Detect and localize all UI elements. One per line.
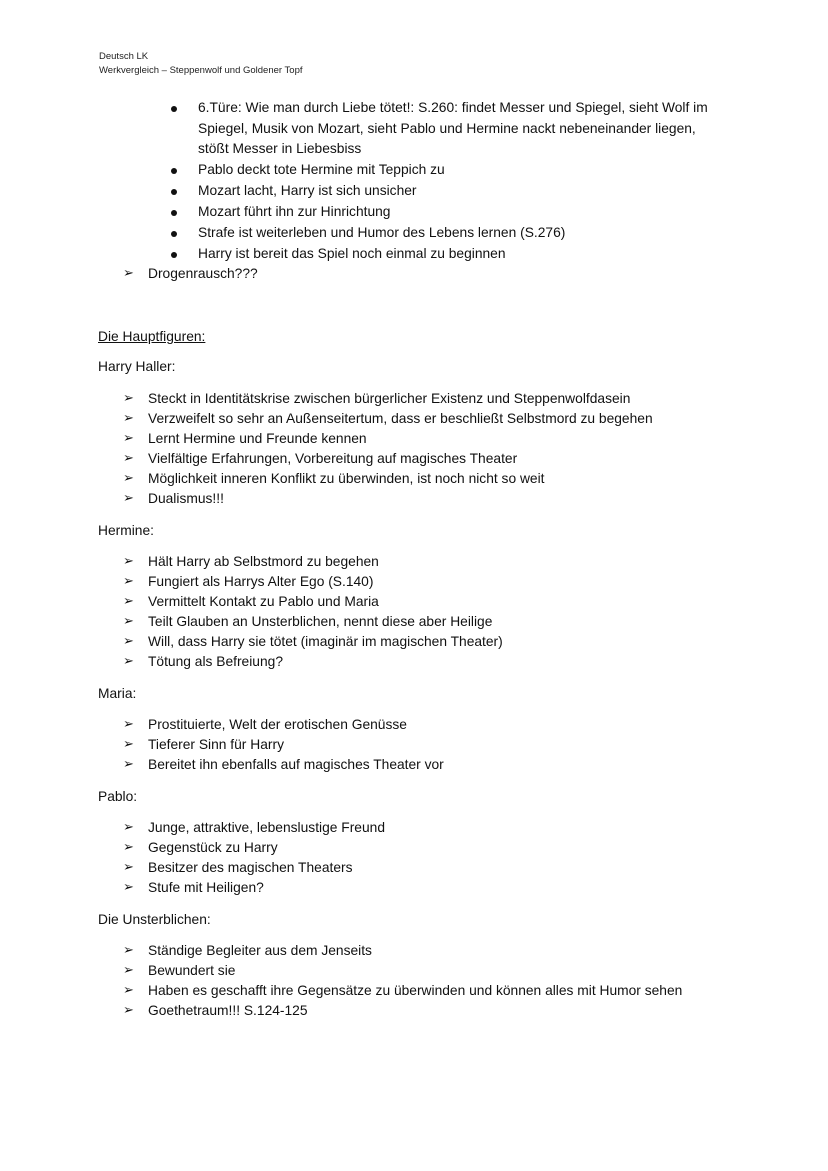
- list-item: Haben es geschafft ihre Gegensätze zu überwinden und können alles mit Humor sehen: [148, 983, 683, 998]
- list-item: Vielfältige Erfahrungen, Vorbereitung auf magisches Theater: [148, 451, 518, 466]
- character-heading-pablo: Pablo:: [98, 789, 138, 804]
- list-item: Pablo deckt tote Hermine mit Teppich zu: [198, 162, 445, 177]
- list-item: Lernt Hermine und Freunde kennen: [148, 431, 367, 446]
- list-item: Prostituierte, Welt der erotischen Genüsse: [148, 717, 407, 732]
- section-title: Die Hauptfiguren:: [98, 329, 206, 344]
- arrow-bullet-icon: ➢: [123, 593, 134, 608]
- list-item-continuation: stößt Messer in Liebesbiss: [198, 141, 362, 156]
- arrow-bullet-icon: ➢: [123, 859, 134, 874]
- list-item: Tötung als Befreiung?: [148, 654, 283, 669]
- arrow-bullet-icon: ➢: [123, 450, 134, 465]
- list-item: Ständige Begleiter aus dem Jenseits: [148, 943, 372, 958]
- page-header: [99, 50, 303, 78]
- list-item: Harry ist bereit das Spiel noch einmal zu beginnen: [198, 246, 506, 261]
- arrow-bullet-icon: ➢: [123, 982, 134, 997]
- arrow-bullet-icon: ➢: [123, 390, 134, 405]
- list-item-continuation: Spiegel, Musik von Mozart, sieht Pablo und Hermine nackt nebeneinander liegen,: [198, 121, 696, 136]
- arrow-bullet-icon: ➢: [123, 736, 134, 751]
- list-item: Dualismus!!!: [148, 491, 224, 506]
- arrow-bullet-icon: ➢: [123, 613, 134, 628]
- character-heading-unsterbliche: Die Unsterblichen:: [98, 912, 211, 927]
- list-item: Stufe mit Heiligen?: [148, 880, 264, 895]
- list-item: Mozart lacht, Harry ist sich unsicher: [198, 183, 417, 198]
- bullet-dot: [171, 106, 177, 112]
- list-item: Goethetraum!!! S.124-125: [148, 1003, 308, 1018]
- list-item: Will, dass Harry sie tötet (imaginär im magischen Theater): [148, 634, 503, 649]
- arrow-bullet-icon: ➢: [123, 573, 134, 588]
- arrow-bullet-icon: ➢: [123, 633, 134, 648]
- bullet-dot: [171, 189, 177, 195]
- arrow-bullet-icon: ➢: [123, 430, 134, 445]
- bullet-dot: [171, 168, 177, 174]
- character-heading-harry: Harry Haller:: [98, 359, 176, 374]
- character-heading-maria: Maria:: [98, 686, 137, 701]
- arrow-bullet-icon: ➢: [123, 553, 134, 568]
- list-item: Bereitet ihn ebenfalls auf magisches Theater vor: [148, 757, 444, 772]
- list-item: Hält Harry ab Selbstmord zu begehen: [148, 554, 379, 569]
- list-item: Bewundert sie: [148, 963, 236, 978]
- arrow-bullet-icon: ➢: [123, 756, 134, 771]
- bullet-dot: [171, 231, 177, 237]
- list-item: Verzweifelt so sehr an Außenseitertum, dass er beschließt Selbstmord zu begehen: [148, 411, 653, 426]
- list-item: Mozart führt ihn zur Hinrichtung: [198, 204, 391, 219]
- list-item: Teilt Glauben an Unsterblichen, nennt diese aber Heilige: [148, 614, 493, 629]
- character-heading-hermine: Hermine:: [98, 523, 154, 538]
- list-item: Strafe ist weiterleben und Humor des Lebens lernen (S.276): [198, 225, 566, 240]
- arrow-bullet-icon: ➢: [123, 839, 134, 854]
- list-item: Gegenstück zu Harry: [148, 840, 278, 855]
- header-course: Deutsch LK: [99, 51, 149, 62]
- list-item: Steckt in Identitätskrise zwischen bürgerlicher Existenz und Steppenwolfdasein: [148, 391, 631, 406]
- header-subject: Werkvergleich – Steppenwolf und Goldener Topf: [99, 65, 303, 76]
- list-item: Fungiert als Harrys Alter Ego (S.140): [148, 574, 374, 589]
- arrow-bullet-icon: ➢: [123, 470, 134, 485]
- arrow-bullet-icon: ➢: [123, 942, 134, 957]
- arrow-bullet-icon: ➢: [123, 410, 134, 425]
- arrow-bullet-icon: ➢: [123, 490, 134, 505]
- list-item: Drogenrausch???: [148, 266, 258, 281]
- list-item: Möglichkeit inneren Konflikt zu überwinden, ist noch nicht so weit: [148, 471, 545, 486]
- list-item: 6.Türe: Wie man durch Liebe tötet!: S.260: findet Messer und Spiegel, sieht Wolf im: [198, 100, 708, 115]
- list-item: Junge, attraktive, lebenslustige Freund: [148, 820, 385, 835]
- arrow-bullet-icon: ➢: [123, 962, 134, 977]
- arrow-bullet-icon: ➢: [123, 653, 134, 668]
- arrow-bullet-icon: ➢: [123, 819, 134, 834]
- list-item: Tieferer Sinn für Harry: [148, 737, 284, 752]
- arrow-bullet-icon: ➢: [123, 716, 134, 731]
- list-item: Vermittelt Kontakt zu Pablo und Maria: [148, 594, 379, 609]
- arrow-bullet-icon: ➢: [123, 1002, 134, 1017]
- bullet-dot: [171, 252, 177, 258]
- arrow-bullet-icon: ➢: [123, 879, 134, 894]
- list-item: Besitzer des magischen Theaters: [148, 860, 353, 875]
- bullet-dot: [171, 210, 177, 216]
- arrow-bullet-icon: ➢: [123, 265, 134, 280]
